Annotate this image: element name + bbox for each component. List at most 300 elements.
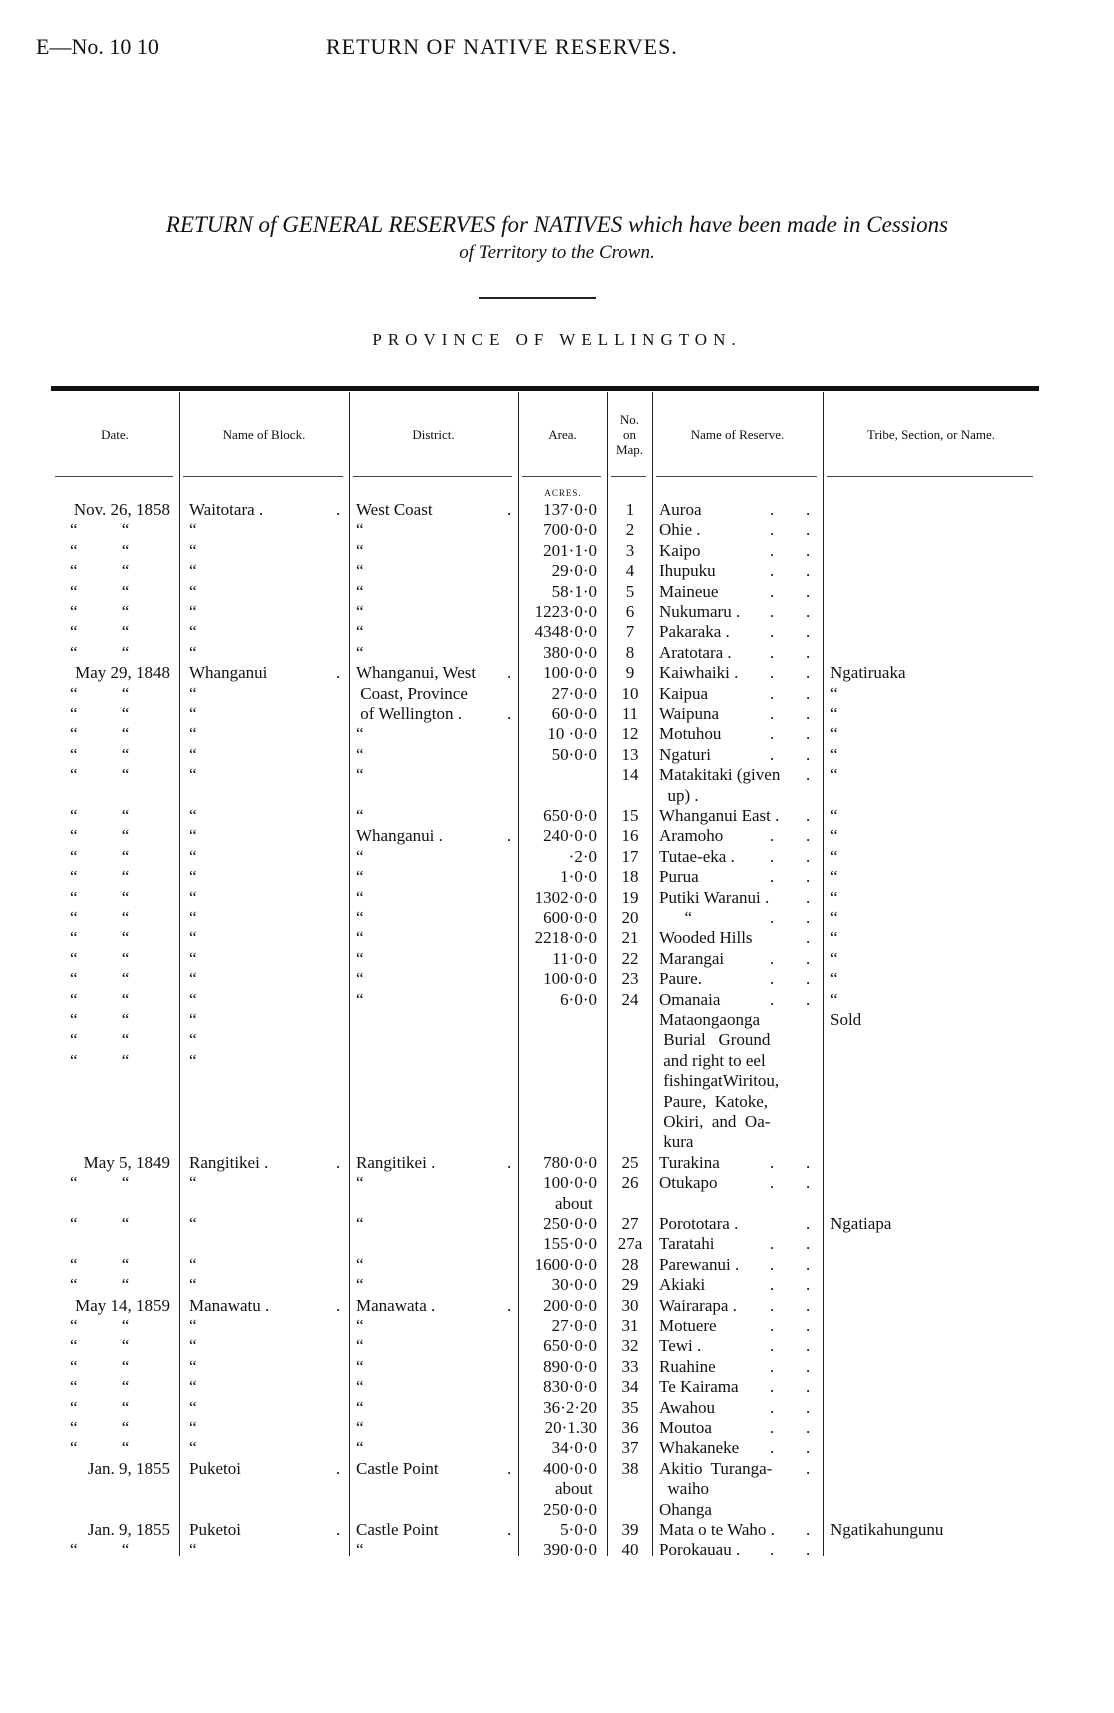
cell-reserve: Mataongaonga <box>659 1010 761 1029</box>
cell-date: “ “ <box>70 765 130 785</box>
cell-block: “ <box>189 969 197 989</box>
leader-dot: . <box>507 1520 512 1539</box>
cell-area: 830·0·0 <box>543 1377 597 1397</box>
leader-dot: . <box>806 887 811 907</box>
cell-district: Coast, Province <box>356 683 468 703</box>
leader-dot: . <box>770 1377 775 1397</box>
cell-block: “ <box>189 1336 197 1356</box>
cell-district: “ <box>356 989 364 1009</box>
cell-reserve: Whakaneke <box>659 1438 740 1458</box>
cell-reserve: Maineue <box>659 581 719 601</box>
cell-date: “ “ <box>70 1336 130 1356</box>
cell-district: “ <box>356 1336 364 1356</box>
cell-tribe: “ <box>830 928 838 948</box>
cell-district: “ <box>356 1356 364 1376</box>
leader-dot: . <box>770 704 775 723</box>
leader-dot: . <box>806 846 811 866</box>
leader-dot: . <box>770 1275 775 1295</box>
cell-date: “ “ <box>70 602 130 621</box>
cell-reserve: Akitio Turanga- <box>659 1458 773 1478</box>
leader-dot: . <box>806 1377 811 1397</box>
cell-date: “ “ <box>70 867 130 887</box>
leader-dot: . <box>806 683 811 703</box>
cell-district: “ <box>356 581 364 601</box>
cell-date: “ “ <box>70 1050 130 1070</box>
leader-dot: . <box>806 744 811 764</box>
cell-block: “ <box>189 1397 197 1417</box>
cell-no: 1 <box>625 500 635 519</box>
leader-dot: . <box>770 948 775 968</box>
leader-dot: . <box>507 1295 512 1315</box>
cell-block: “ <box>189 989 197 1009</box>
cell-block: “ <box>189 1540 197 1560</box>
cell-date: “ “ <box>70 928 130 948</box>
cell-date: “ “ <box>70 1377 130 1397</box>
cell-no: 33 <box>621 1356 639 1376</box>
leader-dot: . <box>806 1336 811 1356</box>
cell-district: “ <box>356 867 364 887</box>
column-divider <box>179 392 180 1556</box>
cell-area: 5·0·0 <box>560 1520 597 1539</box>
cell-date: “ “ <box>70 704 130 723</box>
cell-no: 26 <box>621 1173 639 1193</box>
cell-district: “ <box>356 969 364 989</box>
cell-date: May 5, 1849 <box>83 1152 170 1172</box>
leader-dot: . <box>770 1418 775 1437</box>
cell-reserve: Otukapo <box>659 1173 718 1193</box>
cell-no: 22 <box>621 948 639 968</box>
cell-reserve: Waipuna <box>659 704 719 723</box>
cell-district: “ <box>356 1377 364 1397</box>
leader-dot: . <box>770 683 775 703</box>
cell-tribe: “ <box>830 867 838 887</box>
leader-dot: . <box>336 1295 341 1315</box>
leader-dot: . <box>770 724 775 744</box>
cell-date: “ “ <box>70 1214 130 1233</box>
leader-dot: . <box>806 765 811 785</box>
column-header-no: No. on Map. <box>615 411 644 457</box>
header-rule <box>656 476 817 477</box>
cell-tribe: Sold <box>830 1010 862 1029</box>
cell-date: “ “ <box>70 948 130 968</box>
cell-date: “ “ <box>70 887 130 907</box>
leader-dot: . <box>770 663 775 683</box>
leader-dot: . <box>770 622 775 642</box>
leader-dot: . <box>507 663 512 683</box>
cell-area: 2218·0·0 <box>534 928 597 948</box>
cell-date: “ “ <box>70 1438 130 1458</box>
cell-date: “ “ <box>70 908 130 927</box>
cell-area: 201·1·0 <box>543 540 597 560</box>
cell-block: Whanganui <box>189 663 268 683</box>
leader-dot: . <box>806 969 811 989</box>
cell-district: “ <box>356 724 364 744</box>
cell-no: 15 <box>621 806 639 825</box>
cell-reserve: Mata o te Waho . <box>659 1520 775 1539</box>
leader-dot: . <box>806 806 811 825</box>
leader-dot: . <box>770 744 775 764</box>
cell-area: 20·1.30 <box>544 1418 597 1437</box>
leader-dot: . <box>806 1275 811 1295</box>
cell-no: 18 <box>621 867 639 887</box>
cell-date: Nov. 26, 1858 <box>73 500 170 519</box>
cell-block: “ <box>189 1316 197 1335</box>
cell-reserve: up) . <box>659 785 699 805</box>
cell-district: Castle Point <box>356 1520 439 1539</box>
cell-no: 28 <box>621 1254 639 1274</box>
leader-dot: . <box>806 642 811 662</box>
cell-block: “ <box>189 561 197 581</box>
cell-tribe: Ngatikahungunu <box>830 1520 944 1539</box>
cell-area: 6·0·0 <box>560 989 597 1009</box>
cell-district: “ <box>356 1438 364 1458</box>
cell-district: West Coast <box>356 500 433 519</box>
cell-block: “ <box>189 1050 197 1070</box>
cell-area: 250·0·0 <box>543 1214 597 1233</box>
cell-reserve: Akiaki <box>659 1275 706 1295</box>
column-divider <box>349 392 350 1556</box>
leader-dot: . <box>507 500 512 519</box>
cell-reserve: Putiki Waranui . <box>659 887 770 907</box>
leader-dot: . <box>770 1152 775 1172</box>
cell-reserve: kura <box>659 1132 694 1152</box>
cell-district: of Wellington . <box>356 704 462 723</box>
cell-block: “ <box>189 622 197 642</box>
cell-area: 50·0·0 <box>551 744 597 764</box>
cell-area: 34·0·0 <box>551 1438 597 1458</box>
cell-date: “ “ <box>70 1418 130 1437</box>
cell-no: 2 <box>625 520 635 540</box>
cell-block: “ <box>189 642 197 662</box>
cell-reserve: Pakaraka . <box>659 622 730 642</box>
cell-no: 16 <box>621 826 639 846</box>
cell-reserve: Motuhou <box>659 724 722 744</box>
cell-tribe: Ngatiapa <box>830 1214 892 1233</box>
cell-district: “ <box>356 908 364 927</box>
cell-no: 12 <box>621 724 639 744</box>
cell-tribe: “ <box>830 846 838 866</box>
cell-block: Waitotara . <box>189 500 264 519</box>
cell-tribe: “ <box>830 806 838 825</box>
leader-dot: . <box>806 989 811 1009</box>
cell-date: “ “ <box>70 1030 130 1050</box>
leader-dot: . <box>806 1520 811 1539</box>
leader-dot: . <box>770 1540 775 1560</box>
cell-district: “ <box>356 887 364 907</box>
cell-district: “ <box>356 602 364 621</box>
leader-dot: . <box>806 602 811 621</box>
leader-dot: . <box>770 1254 775 1274</box>
cell-block: “ <box>189 846 197 866</box>
cell-no: 24 <box>621 989 639 1009</box>
leader-dot: . <box>507 1458 512 1478</box>
leader-dot: . <box>770 867 775 887</box>
cell-block: “ <box>189 683 197 703</box>
leader-dot: . <box>806 1254 811 1274</box>
leader-dot: . <box>770 1295 775 1315</box>
leader-dot: . <box>770 581 775 601</box>
leader-dot: . <box>507 1152 512 1172</box>
cell-reserve: Te Kairama <box>659 1377 739 1397</box>
cell-district: Castle Point <box>356 1458 439 1478</box>
cell-no: 27a <box>617 1234 643 1254</box>
cell-reserve: Kaipo <box>659 540 701 560</box>
cell-reserve: Kaiwhaiki . <box>659 663 739 683</box>
cell-no: 27 <box>621 1214 639 1233</box>
leader-dot: . <box>806 1173 811 1193</box>
cell-area: 650·0·0 <box>543 806 597 825</box>
leader-dot: . <box>770 602 775 621</box>
cell-no: 36 <box>621 1418 639 1437</box>
leader-dot: . <box>806 948 811 968</box>
cell-date: “ “ <box>70 989 130 1009</box>
cell-tribe: “ <box>830 724 838 744</box>
cell-block: Puketoi <box>189 1520 241 1539</box>
leader-dot: . <box>336 500 341 519</box>
cell-block: “ <box>189 1214 197 1233</box>
cell-no: 19 <box>621 887 639 907</box>
cell-no: 17 <box>621 846 639 866</box>
cell-date: May 14, 1859 <box>75 1295 170 1315</box>
cell-tribe: “ <box>830 765 838 785</box>
leader-dot: . <box>806 908 811 927</box>
cell-reserve: Kaipua <box>659 683 709 703</box>
cell-no: 34 <box>621 1377 639 1397</box>
leader-dot: . <box>806 826 811 846</box>
cell-area: 250·0·0 <box>543 1499 597 1519</box>
cell-reserve: and right to eel <box>659 1050 766 1070</box>
cell-area: 780·0·0 <box>543 1152 597 1172</box>
cell-no: 29 <box>621 1275 639 1295</box>
cell-no: 38 <box>621 1458 639 1478</box>
cell-district: “ <box>356 1254 364 1274</box>
leader-dot: . <box>770 1397 775 1417</box>
cell-date: “ “ <box>70 1397 130 1417</box>
cell-reserve: Ohanga <box>659 1499 712 1519</box>
cell-district: “ <box>356 744 364 764</box>
cell-reserve: Paure, Katoke, <box>659 1091 769 1111</box>
cell-date: Jan. 9, 1855 <box>87 1458 170 1478</box>
cell-district: “ <box>356 1540 364 1560</box>
header-rule <box>353 476 512 477</box>
cell-date: “ “ <box>70 1275 130 1295</box>
cell-block: “ <box>189 1254 197 1274</box>
cell-district: “ <box>356 561 364 581</box>
leader-dot: . <box>770 1356 775 1376</box>
cell-block: “ <box>189 540 197 560</box>
leader-dot: . <box>806 867 811 887</box>
cell-area: 29·0·0 <box>551 561 597 581</box>
cell-area: about <box>554 1193 597 1213</box>
leader-dot: . <box>806 540 811 560</box>
cell-district: “ <box>356 1173 364 1193</box>
cell-block: “ <box>189 1173 197 1193</box>
cell-district: “ <box>356 806 364 825</box>
leader-dot: . <box>806 581 811 601</box>
leader-dot: . <box>336 1458 341 1478</box>
cell-area: 1·0·0 <box>560 867 597 887</box>
cell-no: 31 <box>621 1316 639 1335</box>
cell-date: “ “ <box>70 1173 130 1193</box>
cell-no: 11 <box>621 704 639 723</box>
cell-date: “ “ <box>70 1316 130 1335</box>
leader-dot: . <box>770 1234 775 1254</box>
leader-dot: . <box>806 561 811 581</box>
cell-area: 390·0·0 <box>543 1540 597 1560</box>
header-rule <box>827 476 1033 477</box>
leader-dot: . <box>336 1520 341 1539</box>
cell-area: 1223·0·0 <box>534 602 597 621</box>
cell-block: “ <box>189 602 197 621</box>
cell-tribe: “ <box>830 887 838 907</box>
cell-date: May 29, 1848 <box>75 663 170 683</box>
leader-dot: . <box>806 1295 811 1315</box>
column-header-block: Name of Block. <box>222 426 306 442</box>
cell-district: “ <box>356 1214 364 1233</box>
cell-reserve: Ohie . <box>659 520 701 540</box>
cell-reserve: Marangai <box>659 948 725 968</box>
cell-tribe: “ <box>830 826 838 846</box>
column-divider <box>823 392 824 1556</box>
cell-district: “ <box>356 1397 364 1417</box>
cell-block: “ <box>189 867 197 887</box>
cell-block: Rangitikei . <box>189 1152 269 1172</box>
leader-dot: . <box>806 622 811 642</box>
cell-area: about <box>554 1479 597 1499</box>
cell-tribe: “ <box>830 969 838 989</box>
cell-block: “ <box>189 928 197 948</box>
cell-area: 1600·0·0 <box>534 1254 597 1274</box>
leader-dot: . <box>806 1438 811 1458</box>
cell-district: “ <box>356 948 364 968</box>
cell-reserve: Aratotara . <box>659 642 732 662</box>
cell-block: “ <box>189 826 197 846</box>
cell-block: “ <box>189 806 197 825</box>
leader-dot: . <box>806 1397 811 1417</box>
cell-reserve: Moutoa <box>659 1418 712 1437</box>
cell-date: “ “ <box>70 622 130 642</box>
column-header-district: District. <box>412 426 455 442</box>
leader-dot: . <box>770 540 775 560</box>
cell-reserve: Awahou <box>659 1397 716 1417</box>
cell-reserve: Tutae-eka . <box>659 846 735 866</box>
page-reference: E—No. 10 10 <box>36 34 159 59</box>
cell-district: “ <box>356 928 364 948</box>
leader-dot: . <box>770 989 775 1009</box>
cell-no: 10 <box>621 683 639 703</box>
cell-reserve: “ <box>659 908 693 927</box>
leader-dot: . <box>770 500 775 519</box>
province-heading: PROVINCE OF WELLINGTON. <box>372 330 742 349</box>
cell-date: “ “ <box>70 1254 130 1274</box>
cell-reserve: waiho <box>659 1479 710 1499</box>
column-header-reserve: Name of Reserve. <box>690 426 785 442</box>
leader-dot: . <box>806 1152 811 1172</box>
leader-dot: . <box>806 500 811 519</box>
leader-dot: . <box>770 642 775 662</box>
leader-dot: . <box>336 663 341 683</box>
header-rule <box>55 476 173 477</box>
cell-tribe: “ <box>830 908 838 927</box>
column-header-date: Date. <box>101 426 129 442</box>
cell-district: “ <box>356 846 364 866</box>
leader-dot: . <box>806 1418 811 1437</box>
leader-dot: . <box>770 908 775 927</box>
cell-date: “ “ <box>70 744 130 764</box>
cell-date: “ “ <box>70 561 130 581</box>
cell-reserve: Wooded Hills <box>659 928 753 948</box>
cell-reserve: Paure. <box>659 969 702 989</box>
leader-dot: . <box>770 1438 775 1458</box>
cell-block: “ <box>189 581 197 601</box>
cell-no: 30 <box>621 1295 639 1315</box>
cell-area: 380·0·0 <box>543 642 597 662</box>
cell-area: 58·1·0 <box>551 581 597 601</box>
cell-reserve: Ihupuku <box>659 561 716 581</box>
leader-dot: . <box>770 846 775 866</box>
cell-block: “ <box>189 1275 197 1295</box>
cell-area: ·2·0 <box>568 846 597 866</box>
cell-district: Rangitikei . <box>356 1152 436 1172</box>
leader-dot: . <box>806 704 811 723</box>
running-title: RETURN OF NATIVE RESERVES. <box>326 34 678 59</box>
cell-area: 240·0·0 <box>543 826 597 846</box>
leader-dot: . <box>806 724 811 744</box>
cell-no: 9 <box>625 663 635 683</box>
cell-date: “ “ <box>70 846 130 866</box>
header-rule <box>522 476 601 477</box>
cell-block: “ <box>189 1010 197 1029</box>
cell-area: 10 ·0·0 <box>547 724 597 744</box>
cell-reserve: Porototara . <box>659 1214 739 1233</box>
cell-no: 37 <box>621 1438 639 1458</box>
cell-reserve: Aramoho <box>659 826 724 846</box>
cell-block: “ <box>189 1438 197 1458</box>
cell-reserve: Nukumaru . <box>659 602 741 621</box>
cell-block: “ <box>189 1030 197 1050</box>
area-unit-label: ACRES. <box>544 488 582 498</box>
cell-tribe: “ <box>830 989 838 1009</box>
cell-area: 890·0·0 <box>543 1356 597 1376</box>
cell-area: 36·2·20 <box>543 1397 597 1417</box>
cell-reserve: Matakitaki (given <box>659 765 781 785</box>
cell-district: Whanganui, West <box>356 663 477 683</box>
cell-block: “ <box>189 908 197 927</box>
leader-dot: . <box>770 1316 775 1335</box>
cell-area: 137·0·0 <box>543 500 597 519</box>
leader-dot: . <box>806 928 811 948</box>
leader-dot: . <box>806 1356 811 1376</box>
cell-date: “ “ <box>70 724 130 744</box>
cell-tribe: “ <box>830 744 838 764</box>
cell-area: 27·0·0 <box>551 683 597 703</box>
cell-tribe: “ <box>830 948 838 968</box>
leader-dot: . <box>806 1458 811 1478</box>
leader-dot: . <box>806 1316 811 1335</box>
leader-dot: . <box>507 826 512 846</box>
cell-reserve: Purua <box>659 867 699 887</box>
cell-no: 40 <box>621 1540 639 1560</box>
cell-reserve: Omanaia <box>659 989 721 1009</box>
cell-district: “ <box>356 540 364 560</box>
column-header-tribe: Tribe, Section, or Name. <box>866 426 996 442</box>
cell-block: “ <box>189 1356 197 1376</box>
cell-area: 650·0·0 <box>543 1336 597 1356</box>
leader-dot: . <box>806 663 811 683</box>
cell-no: 4 <box>625 561 635 581</box>
cell-area: 155·0·0 <box>543 1234 597 1254</box>
column-divider <box>652 392 653 1556</box>
